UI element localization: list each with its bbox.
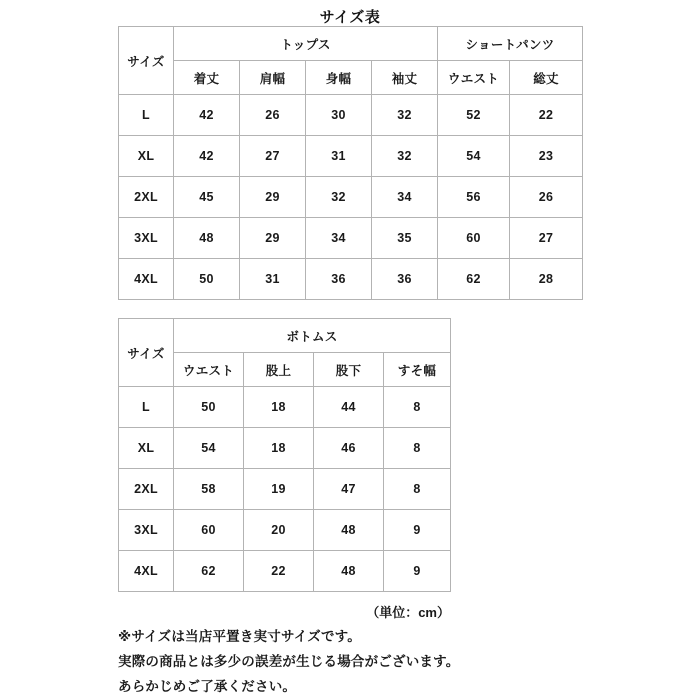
cell-value: 42 <box>174 136 240 177</box>
size-column-header: サイズ <box>119 27 174 95</box>
table-row <box>119 136 583 177</box>
table-row <box>119 469 451 510</box>
cell-value: 32 <box>306 177 372 218</box>
cell-value: 32 <box>372 136 438 177</box>
cell-value: 27 <box>510 218 583 259</box>
row-size-label: 2XL <box>119 469 174 510</box>
table-row <box>119 177 583 218</box>
cell-value: 8 <box>384 428 451 469</box>
cell-value: 9 <box>384 510 451 551</box>
table-row <box>119 510 451 551</box>
cell-value: 18 <box>244 387 314 428</box>
cell-value: 8 <box>384 387 451 428</box>
cell-value: 26 <box>240 95 306 136</box>
row-size-label: 4XL <box>119 259 174 300</box>
tops-and-shorts-size-table <box>118 26 583 300</box>
cell-value: 56 <box>438 177 510 218</box>
cell-value: 50 <box>174 259 240 300</box>
cell-value: 29 <box>240 177 306 218</box>
table-row <box>119 428 451 469</box>
column-header-soutake: 総丈 <box>510 61 583 95</box>
cell-value: 34 <box>306 218 372 259</box>
cell-value: 48 <box>314 551 384 592</box>
column-header-mihaba: 身幅 <box>306 61 372 95</box>
column-header-waist: ウエスト <box>438 61 510 95</box>
footer-note-line: 実際の商品とは多少の誤差が生じる場合がございます。 <box>118 654 460 669</box>
table-row <box>119 387 451 428</box>
cell-value: 58 <box>174 469 244 510</box>
cell-value: 22 <box>510 95 583 136</box>
cell-value: 54 <box>438 136 510 177</box>
cell-value: 35 <box>372 218 438 259</box>
cell-value: 42 <box>174 95 240 136</box>
cell-value: 50 <box>174 387 244 428</box>
column-header-kitake: 着丈 <box>174 61 240 95</box>
footer-note-line: ※サイズは当店平置き実寸サイズです。 <box>118 629 361 644</box>
row-size-label: L <box>119 387 174 428</box>
cell-value: 60 <box>438 218 510 259</box>
group-header-tops: トップス <box>174 27 438 61</box>
column-header-matashita: 股下 <box>314 353 384 387</box>
cell-value: 20 <box>244 510 314 551</box>
column-header-matagami: 股上 <box>244 353 314 387</box>
row-size-label: XL <box>119 136 174 177</box>
row-size-label: 3XL <box>119 510 174 551</box>
row-size-label: XL <box>119 428 174 469</box>
row-size-label: 4XL <box>119 551 174 592</box>
cell-value: 48 <box>314 510 384 551</box>
row-size-label: 3XL <box>119 218 174 259</box>
cell-value: 31 <box>306 136 372 177</box>
table-header-column-row <box>119 61 583 95</box>
row-size-label: 2XL <box>119 177 174 218</box>
cell-value: 19 <box>244 469 314 510</box>
cell-value: 54 <box>174 428 244 469</box>
cell-value: 45 <box>174 177 240 218</box>
cell-value: 36 <box>306 259 372 300</box>
group-header-shorts: ショートパンツ <box>438 27 583 61</box>
table-row <box>119 259 583 300</box>
size-column-header: サイズ <box>119 319 174 387</box>
column-header-waist: ウエスト <box>174 353 244 387</box>
cell-value: 23 <box>510 136 583 177</box>
bottoms-size-table <box>118 318 451 592</box>
cell-value: 60 <box>174 510 244 551</box>
cell-value: 9 <box>384 551 451 592</box>
cell-value: 46 <box>314 428 384 469</box>
cell-value: 34 <box>372 177 438 218</box>
table-row <box>119 551 451 592</box>
table-header-group-row <box>119 319 451 353</box>
row-size-label: L <box>119 95 174 136</box>
column-header-sodetake: 袖丈 <box>372 61 438 95</box>
cell-value: 36 <box>372 259 438 300</box>
cell-value: 62 <box>174 551 244 592</box>
cell-value: 44 <box>314 387 384 428</box>
cell-value: 18 <box>244 428 314 469</box>
cell-value: 29 <box>240 218 306 259</box>
cell-value: 22 <box>244 551 314 592</box>
unit-note: （単位：cm） <box>366 605 450 620</box>
footer-notes <box>118 624 678 699</box>
column-header-susohaba: すそ幅 <box>384 353 451 387</box>
cell-value: 32 <box>372 95 438 136</box>
cell-value: 8 <box>384 469 451 510</box>
table-row <box>119 95 583 136</box>
cell-value: 48 <box>174 218 240 259</box>
group-header-bottoms: ボトムス <box>174 319 451 353</box>
footer-note-line: あらかじめご了承ください。 <box>118 679 297 694</box>
cell-value: 28 <box>510 259 583 300</box>
cell-value: 47 <box>314 469 384 510</box>
table-row <box>119 218 583 259</box>
cell-value: 62 <box>438 259 510 300</box>
table-header-group-row <box>119 27 583 61</box>
cell-value: 26 <box>510 177 583 218</box>
cell-value: 31 <box>240 259 306 300</box>
page-title: サイズ表 <box>319 9 381 26</box>
cell-value: 27 <box>240 136 306 177</box>
cell-value: 30 <box>306 95 372 136</box>
cell-value: 52 <box>438 95 510 136</box>
column-header-katahaba: 肩幅 <box>240 61 306 95</box>
